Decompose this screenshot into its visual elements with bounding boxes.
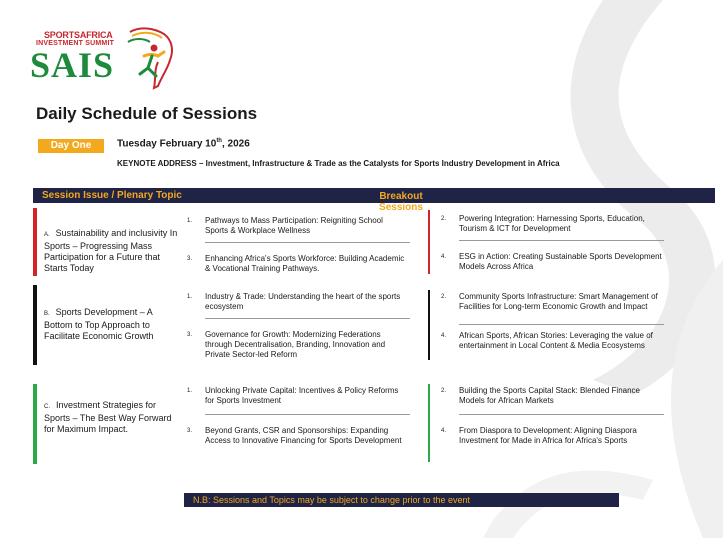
africa-runner-logo-icon <box>114 26 178 92</box>
row-a-right-separator <box>459 240 664 241</box>
row-c-left-separator <box>205 414 410 415</box>
session-number: 2. <box>441 294 447 300</box>
session-title: Powering Integration: Harnessing Sports, Education, Tourism & ICT for Development <box>459 214 645 233</box>
session-title: Industry & Trade: Understanding the heart of the sports ecosystem <box>205 292 401 311</box>
row-a-topic <box>44 228 179 274</box>
row-b-mid-bar <box>428 290 430 360</box>
session-number: 3. <box>187 256 193 262</box>
row-b-session-1 <box>187 292 407 312</box>
header-plenary-topic: Session Issue / Plenary Topic <box>42 190 182 201</box>
session-title: Unlocking Private Capital: Incentives & Policy Reforms for Sports Investment <box>205 386 399 405</box>
row-c-right-separator <box>459 414 664 415</box>
day-date <box>117 138 250 149</box>
row-c-session-4 <box>441 426 666 446</box>
sais-logo <box>30 26 180 96</box>
session-number: 3. <box>187 428 193 434</box>
row-c-mid-bar <box>428 384 430 462</box>
header-breakout-sessions: Breakout Sessions <box>379 191 423 213</box>
session-title: African Sports, African Stories: Leveraging the value of entertainment in Local Content & Media Ecosystems <box>459 331 653 350</box>
session-title: Building the Sports Capital Stack: Blended Finance Models for African Markets <box>459 386 640 405</box>
session-number: 1. <box>187 294 193 300</box>
row-c-letter: C. <box>44 404 50 410</box>
row-b-session-3 <box>187 330 407 360</box>
row-b-topic-text: Sports Development – A Bottom to Top Approach to Facilitate Economic Growth <box>44 307 154 341</box>
session-number: 3. <box>187 332 193 338</box>
row-b-left-separator <box>205 318 410 319</box>
session-title: From Diaspora to Development: Aligning Diaspora Investment for Made in Africa for Africa's Sports <box>459 426 637 445</box>
day-date-year: , 2026 <box>221 138 250 150</box>
session-title: Enhancing Africa's Sports Workforce: Building Academic & Vocational Training Pathways. <box>205 254 405 273</box>
row-a-mid-bar <box>428 210 430 274</box>
row-c-session-1 <box>187 386 407 406</box>
day-badge: Day One <box>38 139 104 153</box>
row-a-session-1 <box>187 216 407 236</box>
logo-top-text <box>44 30 113 40</box>
row-a-session-3 <box>187 254 407 274</box>
keynote-address: KEYNOTE ADDRESS – Investment, Infrastructure & Trade as the Catalysts for Sports Industry Development in Africa <box>117 159 560 168</box>
session-title: Community Sports Infrastructure: Smart Management of Facilities for Long-term Economic Growth and Impact <box>459 292 658 311</box>
logo-subtitle: INVESTMENT SUMMIT <box>36 40 115 47</box>
session-number: 4. <box>441 333 447 339</box>
row-a-topic-text: Sustainability and inclusivity In Sports – Progressing Mass Participation for a Future that Starts Today <box>44 228 178 273</box>
logo-wordmark: SAIS <box>30 45 115 85</box>
session-number: 1. <box>187 218 193 224</box>
row-b-session-4 <box>441 331 671 351</box>
session-title: Pathways to Mass Participation: Reigniting School Sports & Workplace Wellness <box>205 216 383 235</box>
row-b-letter: B. <box>44 311 50 317</box>
row-a-left-separator <box>205 242 410 243</box>
logo-africa-text: AFRICA <box>79 30 113 40</box>
row-b-session-2 <box>441 292 671 312</box>
row-a-session-2 <box>441 214 666 234</box>
session-title: Governance for Growth: Modernizing Federations through Decentralisation, Branding, Innovation and Private Sector-led Reform <box>205 330 386 359</box>
disclaimer-note: N.B: Sessions and Topics may be subject to change prior to the event <box>184 493 619 507</box>
row-c-session-3 <box>187 426 407 446</box>
row-c-color-bar <box>33 384 37 464</box>
row-b-color-bar <box>33 285 37 365</box>
session-title: ESG in Action: Creating Sustainable Sports Development Models Across Africa <box>459 252 662 271</box>
session-number: 4. <box>441 254 447 260</box>
row-c-topic <box>44 400 179 435</box>
row-a-letter: A. <box>44 232 50 238</box>
row-b-right-separator <box>459 324 664 325</box>
day-date-sup: th <box>216 138 222 144</box>
session-number: 1. <box>187 388 193 394</box>
page-title: Daily Schedule of Sessions <box>36 104 258 123</box>
session-number: 4. <box>441 428 447 434</box>
table-header <box>33 188 715 213</box>
row-c-session-2 <box>441 386 666 406</box>
session-title: Beyond Grants, CSR and Sponsorships: Expanding Access to Innovative Financing for Sports Development <box>205 426 402 445</box>
row-c-topic-text: Investment Strategies for Sports – The Best Way Forward for Maximum Impact. <box>44 400 172 434</box>
logo-sports-text: SPORTS <box>44 30 80 40</box>
row-b-topic <box>44 307 179 342</box>
row-a-color-bar <box>33 208 37 276</box>
session-number: 2. <box>441 216 447 222</box>
day-date-main: Tuesday February 10 <box>117 138 217 150</box>
row-a-session-4 <box>441 252 666 272</box>
session-number: 2. <box>441 388 447 394</box>
